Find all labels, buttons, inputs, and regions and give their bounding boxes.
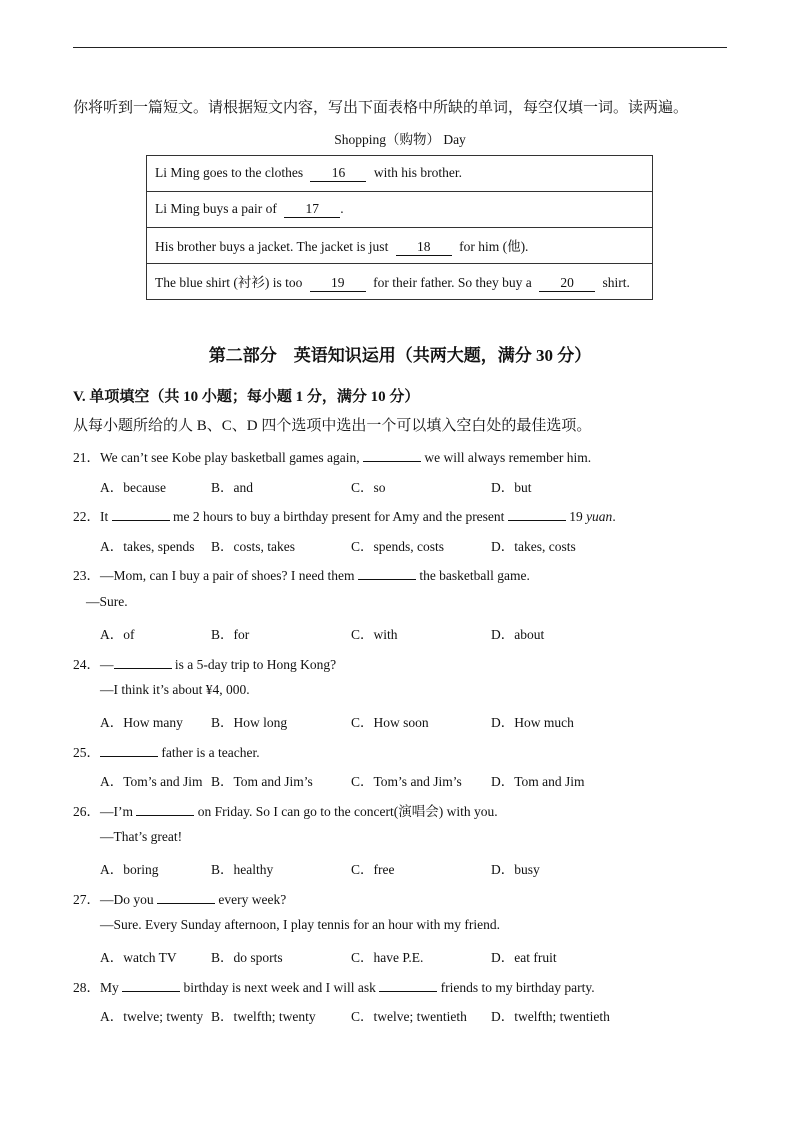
question-26: 26．—I’m on Friday. So I can go to the concert(演唱会) with you. — [73, 804, 498, 819]
top-rule — [73, 47, 727, 48]
blank-16: 16 — [310, 166, 366, 182]
reply-23: —Sure. — [86, 594, 128, 609]
answer-blank — [157, 892, 215, 904]
option-a: A．because — [100, 480, 166, 495]
option-b: B．for — [211, 627, 250, 642]
option-d: D．takes, costs — [491, 539, 576, 554]
table-row — [147, 264, 653, 300]
option-c: C．with — [351, 627, 398, 642]
table-row — [147, 156, 653, 192]
option-a: A．takes, spends — [100, 539, 195, 554]
reply-24: —I think it’s about ¥4, 000. — [100, 682, 250, 697]
option-a: A．boring — [100, 862, 159, 877]
option-a: A．How many — [100, 715, 183, 730]
option-b: B．and — [211, 480, 253, 495]
option-b: B．do sports — [211, 950, 283, 965]
option-c: C．so — [351, 480, 386, 495]
option-b: B．healthy — [211, 862, 274, 877]
question-28: 28．My birthday is next week and I will ask friends to my birthday party. — [73, 980, 595, 995]
table-cell: His brother buys a jacket. The jacket is just 18 for him (他). — [147, 228, 653, 264]
option-c: C．Tom’s and Jim’s — [351, 774, 462, 789]
option-c: C．have P.E. — [351, 950, 424, 965]
part-two-title: 第二部分 英语知识运用（共两大题，满分 30 分） — [208, 346, 592, 365]
option-d: D．How much — [491, 715, 574, 730]
question-24: 24．— is a 5-day trip to Hong Kong? — [73, 657, 337, 672]
reply-27: —Sure. Every Sunday afternoon, I play tennis for an hour with my friend. — [100, 917, 501, 932]
option-c: C．spends, costs — [351, 539, 445, 554]
blank-20: 20 — [539, 276, 595, 292]
question-27: 27．—Do you every week? — [73, 892, 287, 907]
table-cell: The blue shirt (衬衫) is too 19 for their father. So they buy a 20 shirt. — [147, 264, 653, 300]
blank-19: 19 — [310, 276, 366, 292]
table-title: Shopping（购物） Day — [334, 132, 466, 147]
option-c: C．How soon — [351, 715, 429, 730]
table-cell: Li Ming buys a pair of 17 . — [147, 192, 653, 228]
shopping-table — [146, 155, 653, 300]
answer-blank — [379, 980, 437, 992]
table-row — [147, 192, 653, 228]
reply-26: —That’s great! — [100, 829, 183, 844]
option-d: D．Tom and Jim — [491, 774, 585, 789]
option-d: D．twelfth; twentieth — [491, 1009, 610, 1024]
question-22: 22．It me 2 hours to buy a birthday present for Amy and the present 19 yuan. — [73, 509, 616, 524]
option-b: B．How long — [211, 715, 288, 730]
option-d: D．eat fruit — [491, 950, 557, 965]
answer-blank — [100, 745, 158, 757]
answer-blank — [363, 450, 421, 462]
table-cell: Li Ming goes to the clothes 16 with his brother. — [147, 156, 653, 192]
option-b: B．Tom and Jim’s — [211, 774, 313, 789]
option-d: D．but — [491, 480, 532, 495]
answer-blank — [136, 804, 194, 816]
section-instruction: 从每小题所给的人 B、C、D 四个选项中选出一个可以填入空白处的最佳选项。 — [73, 418, 592, 434]
option-c: C．twelve; twentieth — [351, 1009, 467, 1024]
answer-blank — [358, 568, 416, 580]
option-a: A．of — [100, 627, 135, 642]
blank-18: 18 — [396, 240, 452, 256]
question-21: 21．We can’t see Kobe play basketball games again, we will always remember him. — [73, 450, 592, 465]
option-a: A．twelve; twenty — [100, 1009, 204, 1024]
option-d: D．busy — [491, 862, 540, 877]
option-a: A．Tom’s and Jim — [100, 774, 203, 789]
blank-17: 17 — [284, 202, 340, 218]
option-b: B．twelfth; twenty — [211, 1009, 316, 1024]
question-23: 23．—Mom, can I buy a pair of shoes? I need them the basketball game. — [73, 568, 530, 583]
answer-blank — [508, 509, 566, 521]
option-c: C．free — [351, 862, 395, 877]
answer-blank — [114, 657, 172, 669]
answer-blank — [122, 980, 180, 992]
section-title: V. 单项填空（共 10 小题；每小题 1 分，满分 10 分） — [73, 389, 420, 405]
answer-blank — [112, 509, 170, 521]
option-b: B．costs, takes — [211, 539, 295, 554]
table-row — [147, 228, 653, 264]
option-a: A．watch TV — [100, 950, 177, 965]
option-d: D．about — [491, 627, 545, 642]
question-25: 25． father is a teacher. — [73, 745, 260, 760]
listening-instruction: 你将听到一篇短文。请根据短文内容，写出下面表格中所缺的单词，每空仅填一词。读两遍。 — [73, 100, 689, 116]
